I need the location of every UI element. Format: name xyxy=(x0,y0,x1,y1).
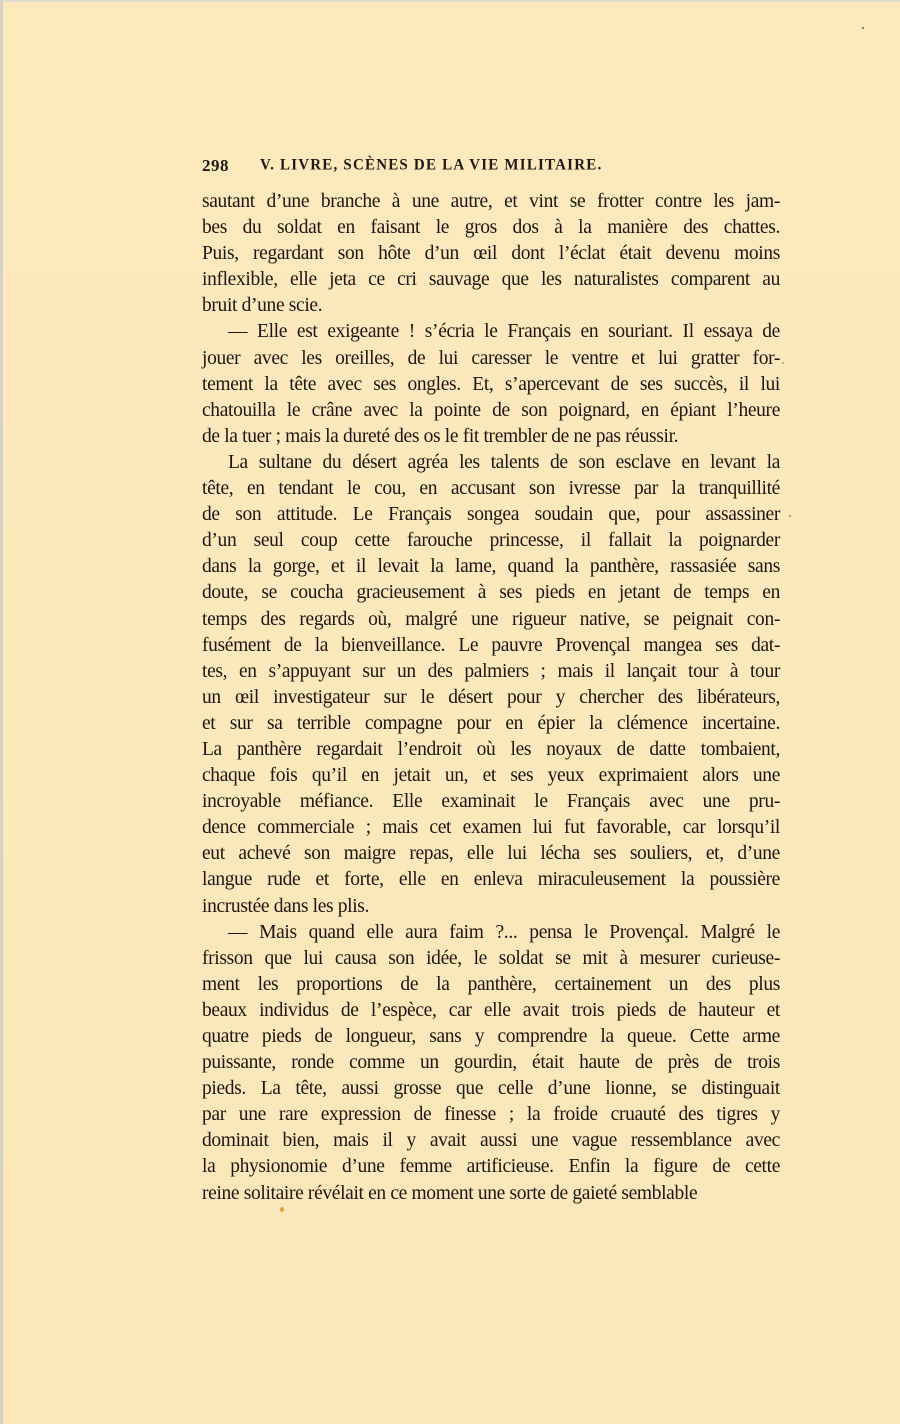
text-line: par une rare expression de finesse ; la froide cruauté des tigres y xyxy=(202,1104,780,1126)
text-line: de la tuer ; mais la dureté des os le fit trembler de ne pas réussir. xyxy=(202,425,679,447)
body-text xyxy=(202,189,780,1207)
paper-speck xyxy=(280,1207,284,1212)
text-line: puissante, ronde comme un gourdin, était haute de près de trois xyxy=(202,1052,780,1074)
text-line: chaque fois qu’il en jetait un, et ses yeux exprimaient alors une xyxy=(202,765,780,787)
text-line: de son attitude. Le Français songea soudain que, pour assassiner xyxy=(202,504,780,526)
paper-speck xyxy=(862,27,864,29)
text-line: reine solitaire révélait en ce moment une sorte de gaieté semblable xyxy=(202,1182,698,1204)
text-line: ment les proportions de la panthère, certainement un des plus xyxy=(202,973,780,995)
text-line: sautant d’une branche à une autre, et vint se frotter contre les jam- xyxy=(202,191,780,212)
running-head xyxy=(202,156,780,182)
text-line: quatre pieds de longueur, sans y comprendre la queue. Cette arme xyxy=(202,1026,780,1047)
text-line: — Mais quand elle aura faim ?... pensa le Provençal. Malgré le xyxy=(228,921,780,943)
paragraph xyxy=(202,189,780,319)
text-line: dans la gorge, et il levait la lame, quand la panthère, rassasiée sans xyxy=(202,556,780,578)
running-head-title: V. LIVRE, SCÈNES DE LA VIE MILITAIRE. xyxy=(260,157,603,174)
text-line: incroyable méfiance. Elle examinait le Français avec une pru- xyxy=(202,791,780,813)
text-line: langue rude et forte, elle en enleva miraculeusement la poussière xyxy=(202,869,780,891)
text-line: temps des regards où, malgré une rigueur native, se peignait con- xyxy=(202,608,780,630)
text-line: la physionomie d’une femme artificieuse. Enfin la figure de cette xyxy=(202,1156,780,1178)
text-line: inflexible, elle jeta ce cri sauvage que les naturalistes comparent au xyxy=(202,269,780,291)
text-line: bruit d’une scie. xyxy=(202,295,323,317)
text-line: dominait bien, mais il y avait aussi une vague ressemblance avec xyxy=(202,1130,780,1152)
page-number: 298 xyxy=(202,156,229,175)
text-line: eut achevé son maigre repas, elle lui lécha ses souliers, et, d’une xyxy=(202,843,780,865)
text-line: frisson que lui causa son idée, le soldat se mit à mesurer curieuse- xyxy=(202,947,780,969)
text-line: fusément de la bienveillance. Le pauvre Provençal mangea ses dat- xyxy=(202,634,780,656)
text-line: dence commerciale ; mais cet examen lui fut favorable, car lorsqu’il xyxy=(202,817,780,839)
text-line: jouer avec les oreilles, de lui caresser le ventre et lui gratter for- xyxy=(202,347,780,369)
text-line: Puis, regardant son hôte d’un œil dont l’éclat était devenu moins xyxy=(202,243,780,265)
text-line: doute, se coucha gracieusement à ses pieds en jetant de temps en xyxy=(202,582,780,604)
text-line: bes du soldat en faisant le gros dos à la manière des chattes. xyxy=(202,217,780,239)
text-line: tement la tête avec ses ongles. Et, s’apercevant de ses succès, il lui xyxy=(202,373,780,395)
text-line: beaux individus de l’espèce, car elle avait trois pieds de hauteur et xyxy=(202,999,780,1021)
text-line: incrustée dans les plis. xyxy=(202,895,370,917)
paragraph xyxy=(202,920,780,1207)
text-line: chatouilla le crâne avec la pointe de son poignard, en épiant l’heure xyxy=(202,399,780,421)
paragraph xyxy=(202,450,780,920)
text-line: La panthère regardait l’endroit où les noyaux de datte tombaient, xyxy=(202,738,780,760)
text-line: et sur sa terrible compagne pour en épier la clémence incertaine. xyxy=(202,712,780,734)
text-line: d’un seul coup cette farouche princesse, il fallait la poignarder xyxy=(202,530,780,552)
paper-speck xyxy=(782,362,784,364)
text-line: un œil investigateur sur le désert pour y chercher des libérateurs, xyxy=(202,686,780,708)
text-line: tête, en tendant le cou, en accusant son ivresse par la tranquillité xyxy=(202,478,780,500)
paper-speck xyxy=(789,515,791,517)
text-line: — Elle est exigeante ! s’écria le Français en souriant. Il essaya de xyxy=(228,321,780,343)
text-line: La sultane du désert agréa les talents de son esclave en levant la xyxy=(228,451,780,473)
text-line: tes, en s’appuyant sur un des palmiers ; mais il lançait tour à tour xyxy=(202,660,780,682)
text-line: pieds. La tête, aussi grosse que celle d’une lionne, se distinguait xyxy=(202,1078,780,1100)
paragraph xyxy=(202,319,780,449)
